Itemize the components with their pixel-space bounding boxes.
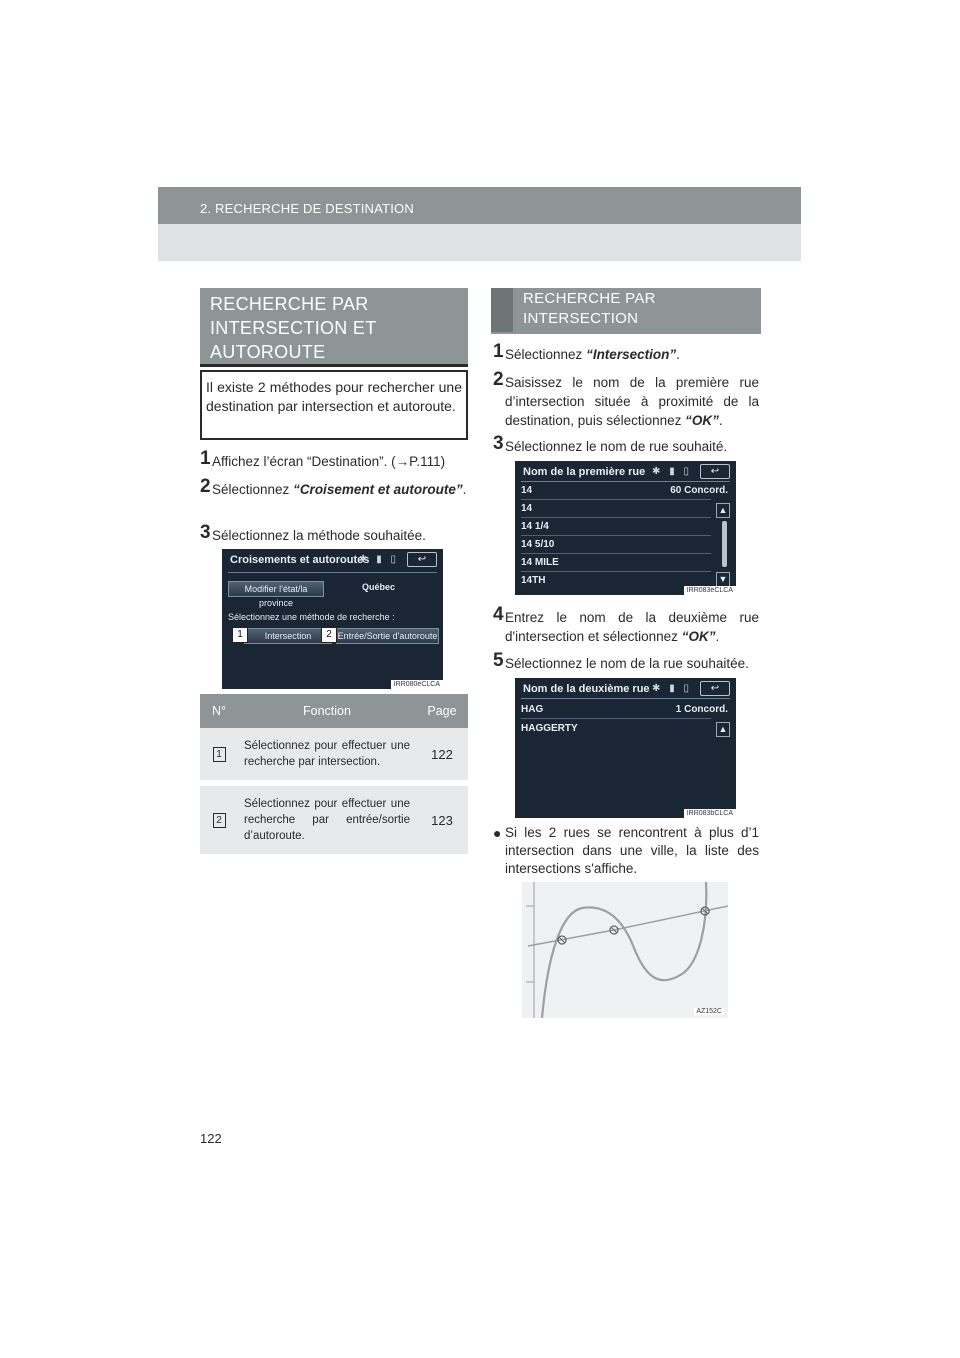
screen-title: Nom de la première rue (523, 466, 646, 478)
right-section-title-box (491, 288, 761, 334)
divider (521, 698, 730, 699)
step-text-bold: “OK” (681, 629, 716, 644)
bullet-text: Si les 2 rues se rencontrent à plus d’1 intersection dans une ville, la liste des intersections s'affiche. (505, 825, 759, 876)
scroll-up-icon[interactable]: ▲ (716, 722, 730, 737)
image-ref: IRR083eCLCA (684, 586, 736, 595)
row-fonction: Sélectionnez pour effectuer une recherche par intersection. (238, 728, 416, 783)
method-prompt: Sélectionnez une méthode de recherche : (228, 612, 395, 622)
step-text: Sélectionnez le nom de rue souhaité. (505, 439, 728, 454)
marker-1: 1 (232, 627, 248, 643)
step-text-plain: Sélectionnez (212, 482, 294, 497)
table-header-row (200, 694, 468, 728)
step-number: 3 (493, 433, 504, 454)
number-box: 1 (213, 747, 226, 762)
list-item[interactable]: 14 (521, 501, 711, 518)
function-table (200, 694, 468, 860)
screen-second-street (515, 678, 736, 818)
left-step-1 (200, 448, 468, 471)
match-count: 1 Concord. (675, 704, 728, 715)
step-text-plain: Entrez le nom de la deuxième rue d'intersection et sélectionnez (505, 610, 759, 644)
right-step-1 (493, 341, 759, 364)
status-icons: ✱ ▮ ▯ (359, 554, 399, 565)
back-arrow-icon[interactable]: ↩ (700, 681, 730, 696)
step-text: Sélectionnez le nom de la rue souhaitée. (505, 656, 749, 671)
marker-2: 2 (321, 627, 337, 643)
section-title: 2. RECHERCHE DE DESTINATION (200, 201, 414, 216)
right-step-5 (493, 650, 759, 673)
table-row (200, 728, 468, 783)
screen-first-street (515, 461, 736, 595)
step-text (493, 345, 759, 364)
step-number: 1 (493, 341, 504, 362)
status-icons: ✱ ▮ ▯ (652, 683, 692, 694)
step-text-after: . (676, 347, 680, 362)
step-text-bold: “Croisement et autoroute” (293, 482, 463, 497)
step-text-plain: Saisissez le nom de la première rue d’intersection située à proximité de la destination, puis sélectionnez (505, 375, 759, 428)
right-step-4 (493, 604, 759, 646)
back-arrow-icon[interactable]: ↩ (407, 552, 437, 567)
curve-diagram (522, 882, 728, 1018)
step-text-bold: “OK” (685, 413, 719, 428)
row-fonction: Sélectionnez pour effectuer une recherche par entrée/sortie d’autoroute. (238, 783, 416, 857)
screen-croisements (222, 549, 443, 689)
list-item[interactable]: 14 (521, 483, 711, 500)
back-arrow-icon[interactable]: ↩ (700, 464, 730, 479)
scroll-down-icon[interactable]: ▼ (716, 572, 730, 587)
step-text: Sélectionnez la méthode souhaitée. (212, 528, 426, 543)
step-text-plain: Sélectionnez (505, 347, 587, 362)
step-number: 1 (200, 448, 211, 469)
row-num-cell (200, 728, 238, 783)
left-section-title-box (200, 288, 468, 367)
step-number: 3 (200, 522, 211, 543)
modify-province-button[interactable]: Modifier l'état/la province (228, 581, 324, 597)
row-num-cell (200, 783, 238, 857)
info-bullet (493, 824, 759, 878)
match-count: 60 Concord. (670, 485, 728, 496)
right-section-title: RECHERCHE PAR INTERSECTION (523, 290, 656, 327)
step-text-after: . (718, 413, 723, 428)
step-text-bold: “Intersection” (586, 347, 677, 362)
step-text-after: . (462, 482, 467, 497)
highway-exit-button[interactable]: Entrée/Sortie d'autoroute (336, 628, 439, 644)
divider (228, 572, 437, 573)
step-text (200, 480, 468, 499)
list-item[interactable]: 14 5/10 (521, 537, 711, 554)
province-value: Québec (362, 582, 396, 592)
left-step-2 (200, 476, 468, 499)
row-page: 123 (416, 783, 468, 857)
header-subband (158, 224, 801, 261)
list-item[interactable]: HAGGERTY (521, 723, 578, 734)
image-ref: IRR083bCLCA (684, 809, 736, 818)
divider (521, 481, 730, 482)
step-number: 2 (200, 476, 211, 497)
image-ref: IRR080eCLCA (391, 680, 443, 689)
step-number: 4 (493, 604, 504, 625)
step-number: 2 (493, 369, 504, 390)
intro-box: Il existe 2 méthodes pour rechercher une destination par intersection et autoroute. (200, 370, 468, 440)
list-item[interactable]: 14TH (521, 575, 546, 586)
step-number: 5 (493, 650, 504, 671)
bullet-icon: ● (493, 825, 502, 841)
left-section-title: RECHERCHE PAR INTERSECTION ET AUTOROUTE (210, 294, 377, 362)
scroll-up-icon[interactable]: ▲ (716, 503, 730, 518)
left-step-3 (200, 522, 468, 545)
list-item[interactable]: 14 1/4 (521, 519, 711, 536)
image-ref: AZ152C (696, 1008, 722, 1015)
intersection-button[interactable]: Intersection (244, 628, 332, 644)
scrollbar[interactable] (722, 521, 727, 567)
list-item[interactable]: 14 MILE (521, 555, 711, 572)
col-fonction: Fonction (238, 694, 416, 728)
step-text (493, 608, 759, 646)
col-num: N° (200, 694, 238, 728)
page-number: 122 (200, 1131, 222, 1146)
title-bar-accent (491, 288, 513, 332)
step-text (493, 373, 759, 430)
col-page: Page (416, 694, 468, 728)
status-icons: ✱ ▮ ▯ (652, 466, 692, 477)
list-item[interactable]: HAG (521, 702, 711, 719)
table-row (200, 783, 468, 857)
screen-title: Croisements et autoroutes (230, 554, 370, 566)
screen-title: Nom de la deuxième rue (523, 683, 650, 695)
intersection-diagram (522, 882, 728, 1018)
row-page: 122 (416, 728, 468, 783)
step-text-after: . (715, 629, 720, 644)
step-text: Affichez l’écran “Destination”. (→P.111) (212, 454, 446, 469)
right-step-3 (493, 433, 759, 456)
right-step-2 (493, 369, 759, 430)
number-box: 2 (213, 813, 226, 828)
